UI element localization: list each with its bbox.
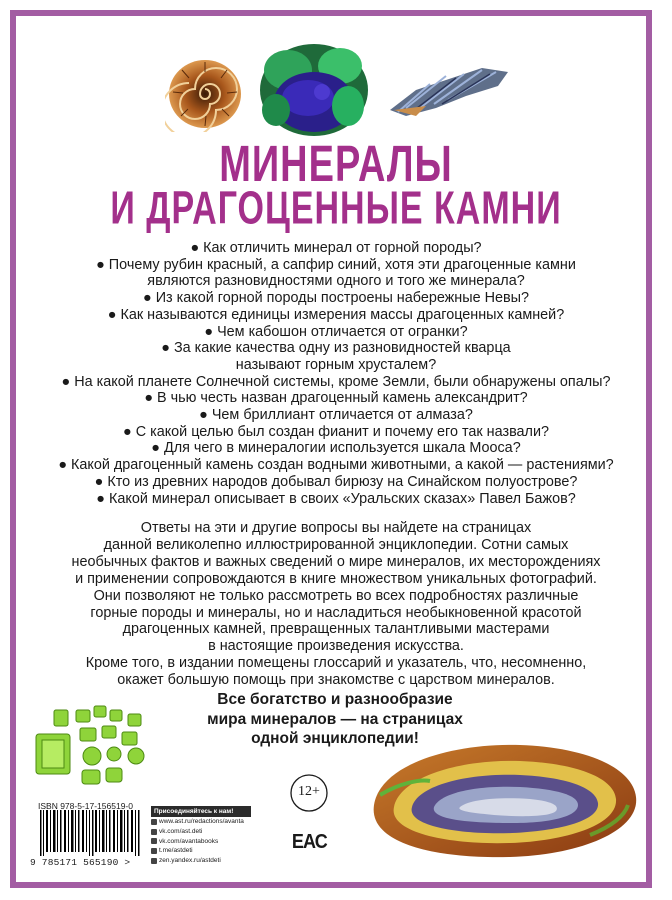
description-paragraph	[60, 520, 612, 689]
question-line: ● Чем бриллиант отличается от алмаза?	[199, 407, 473, 424]
malachite-azurite-image	[258, 40, 370, 138]
description-line: окажет большую помощь при знакомстве с царством минералов.	[117, 672, 555, 689]
description-line: необычных фактов и важных сведений о мире минералов, их месторождениях	[71, 553, 601, 570]
description-line: и применении сопровождаются в книге множеством уникальных фотографий.	[75, 570, 597, 587]
social-heading: Присоединяйтесь к нам!	[151, 806, 251, 817]
description-line: горные породы и минералы, но и насладиться необыкновенной красотой	[90, 604, 582, 621]
barcode-digits: 9 785171 565190 >	[30, 857, 131, 868]
eac-mark: ЕАС	[291, 831, 327, 853]
question-line: ● Чем кабошон отличается от огранки?	[204, 323, 468, 340]
age-rating-badge	[289, 773, 329, 813]
slogan-line: Все богатство и разнообразие	[217, 691, 453, 708]
question-line: ● Из какой горной породы построены набережные Невы?	[143, 290, 529, 307]
social-link[interactable]: zen.yandex.ru/astdeti	[159, 857, 221, 865]
social-links	[151, 806, 251, 866]
ammonite-image	[165, 52, 247, 132]
description-line: данной великолепно иллюстрированной энциклопедии. Сотни самых	[103, 536, 569, 553]
question-line: называют горным хрусталем?	[235, 356, 437, 373]
description-line: Ответы на эти и другие вопросы вы найдете на страницах	[140, 520, 532, 536]
peridot-gems-image	[32, 700, 156, 794]
crystal-cluster-image	[386, 62, 512, 118]
social-link[interactable]: vk.com/ast.deti	[159, 827, 203, 835]
social-link[interactable]: www.ast.ru/redactions/avanta	[159, 818, 244, 825]
vk-icon	[151, 829, 157, 835]
description-line: в настоящие произведения искусства.	[208, 638, 464, 655]
slogan-line: одной энциклопедии!	[251, 730, 419, 747]
question-line: ● Как называются единицы измерения массы драгоценных камней?	[107, 306, 565, 323]
social-link-row[interactable]	[151, 837, 251, 847]
zen-icon	[151, 858, 157, 864]
title-line-1: МИНЕРАЛЫ	[219, 136, 453, 194]
agate-image	[360, 735, 642, 865]
social-link[interactable]: t.me/astdeti	[159, 847, 193, 855]
social-link-row[interactable]	[151, 856, 251, 866]
question-line: ● В чью честь назван драгоценный камень александрит?	[144, 390, 528, 407]
question-line: ● Для чего в минералогии используется шкала Мооса?	[151, 440, 521, 457]
description-line: Кроме того, в издании помещены глоссарий и указатель, что, несомненно,	[85, 655, 587, 672]
title-line-2: И ДРАГОЦЕННЫЕ КАМНИ	[110, 183, 562, 235]
question-line: ● Какой драгоценный камень создан водными животными, а какой — растениями?	[58, 457, 614, 474]
question-line: ● С какой целью был создан фианит и почему его так назвали?	[123, 423, 549, 440]
isbn-label: ISBN 978-5-17-156519-0	[38, 801, 133, 811]
question-line: ● Почему рубин красный, а сапфир синий, хотя эти драгоценные камни	[96, 256, 576, 273]
slogan-line: мира минералов — на страницах	[207, 710, 463, 728]
question-line: ● Как отличить минерал от горной породы?	[190, 240, 482, 256]
globe-icon	[151, 819, 157, 825]
social-link-row[interactable]	[151, 827, 251, 837]
question-line: ● За какие качества одну из разновидностей кварца	[161, 340, 511, 357]
question-line: ● На какой планете Солнечной системы, кроме Земли, были обнаружены опалы?	[61, 373, 611, 390]
social-link[interactable]: vk.com/avantabooks	[159, 837, 219, 845]
social-link-row[interactable]	[151, 817, 251, 827]
question-line: ● Какой минерал описывает в своих «Уральских сказах» Павел Бажов?	[96, 490, 576, 507]
age-rating-text: 12+	[298, 784, 320, 799]
vk-icon	[151, 838, 157, 844]
social-link-row[interactable]	[151, 846, 251, 856]
telegram-icon	[151, 848, 157, 854]
question-line: являются разновидностями одного и того же минерала?	[147, 273, 525, 290]
questions-list	[40, 240, 632, 507]
question-line: ● Кто из древних народов добывал бирюзу на Синайском полуострове?	[94, 473, 578, 490]
description-line: драгоценных камней, превращенных талантливыми мастерами	[122, 621, 550, 638]
description-line: Они позволяют не только рассмотреть во всех подробностях различные	[93, 587, 579, 604]
